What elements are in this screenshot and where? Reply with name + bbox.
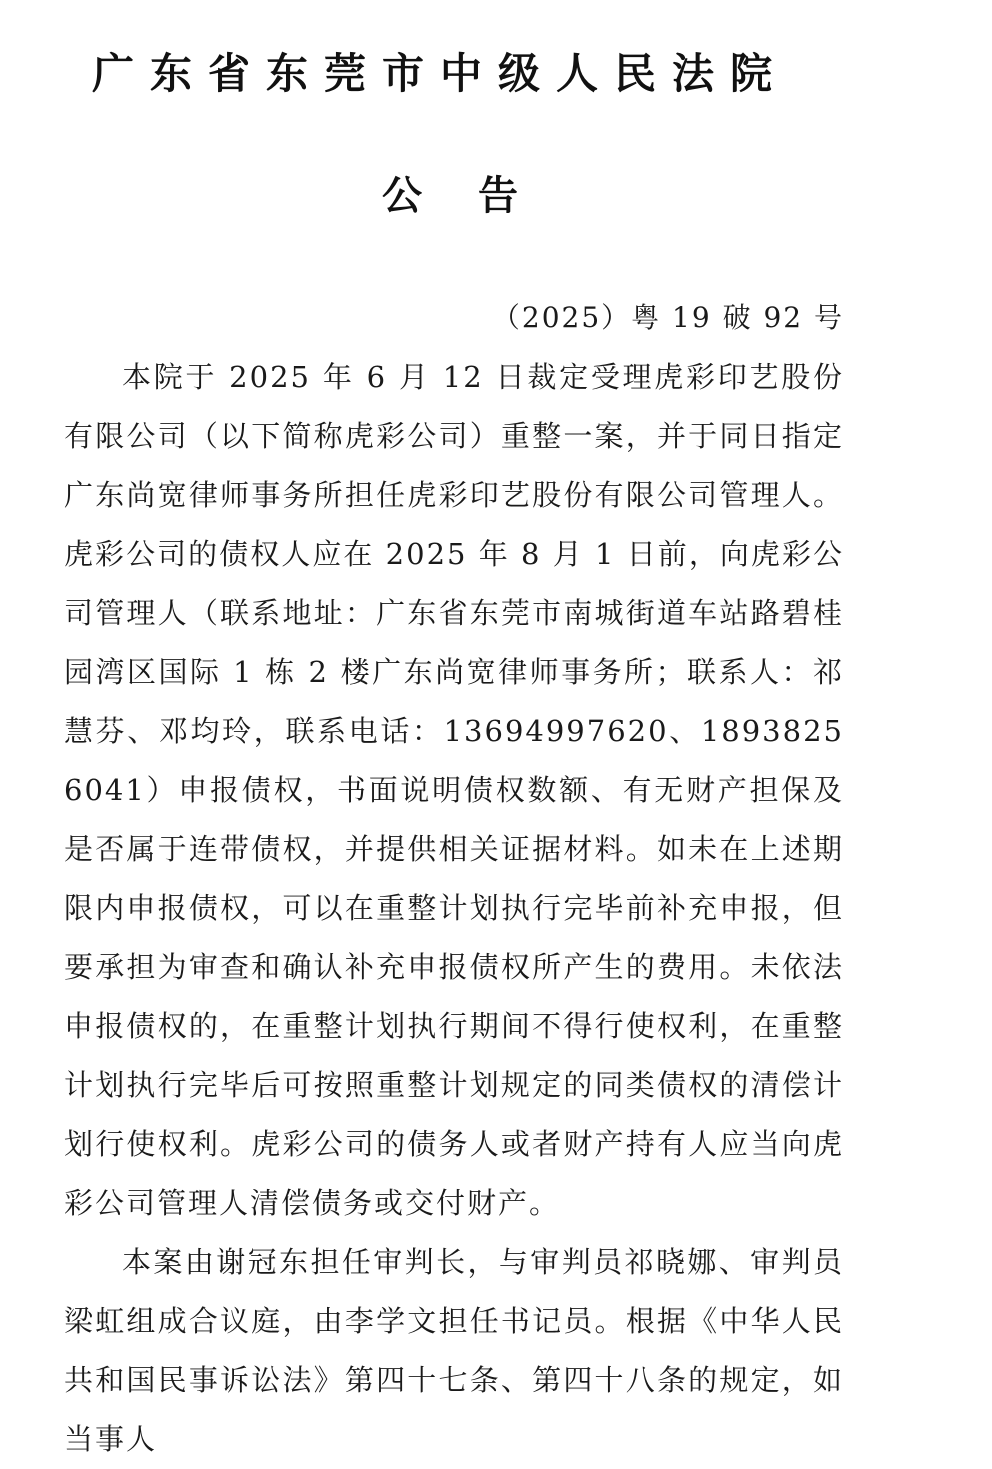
court-name-heading: 广东省东莞市中级人民法院 — [91, 49, 788, 98]
paragraph-acceptance: 本院于 2025 年 6 月 12 日裁定受理虎彩印艺股份有限公司（以下简称虎彩公司）重整一案，并于同日指定广东尚宽律师事务所担任虎彩印艺股份有限公司管理人。虎彩公司的债权人应在 2025 年 8 月 1 日前，向虎彩公司管理人（联系地址：广东省东莞市南城街道车站路碧桂园湾区国际 1 栋 2 楼广东尚宽律师事务所；联系人：祁慧芬、邓均玲，联系电话：13694997620、18938256041）申报债权，书面说明债权数额、有无财产担保及是否属于连带债权，并提供相关证据材料。如未在上述期限内申报债权，可以在重整计划执行完毕前补充申报，但要承担为审查和确认补充申报债权所产生的费用。未依法申报债权的，在重整计划执行期间不得行使权利，在重整计划执行完毕后可按照重整计划规定的同类债权的清偿计划行使权利。虎彩公司的债务人或者财产持有人应当向虎彩公司管理人清偿债务或交付财产。 — [64, 360, 844, 1220]
case-number: （2025）粤 19 破 92 号 — [491, 301, 844, 334]
announcement-title: 公告 — [382, 173, 574, 219]
announcement-body — [64, 348, 844, 1469]
paragraph-tribunal: 本案由谢冠东担任审判长，与审判员祁晓娜、审判员梁虹组成合议庭，由李学文担任书记员。根据《中华人民共和国民事诉讼法》第四十七条、第四十八条的规定，如当事人 — [64, 1245, 844, 1456]
